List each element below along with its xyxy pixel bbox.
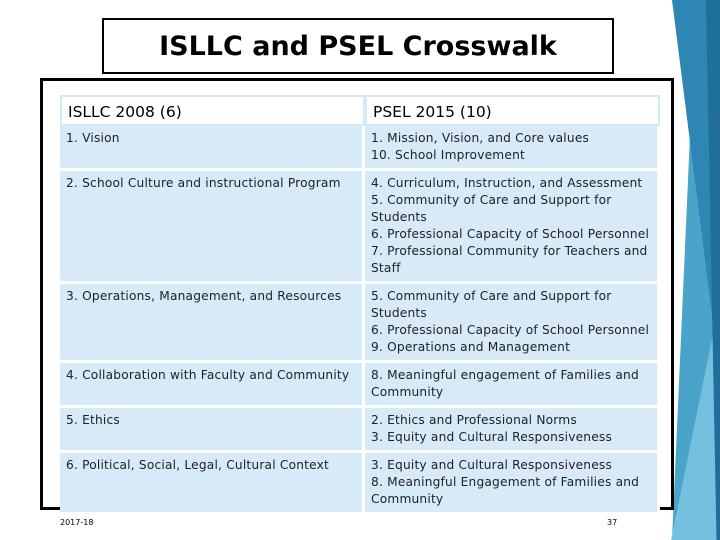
table-row bbox=[60, 453, 660, 515]
psel-item: 2. Ethics and Professional Norms bbox=[371, 413, 577, 427]
psel-item: 6. Professional Capacity of School Personnel bbox=[371, 323, 650, 337]
isllc-cell: 2. School Culture and instructional Program bbox=[60, 171, 365, 284]
psel-cell bbox=[365, 171, 660, 284]
psel-item: 8. Meaningful Engagement of Families and Community bbox=[371, 475, 640, 506]
table-row bbox=[60, 284, 660, 363]
psel-item: 5. Community of Care and Support for Students bbox=[371, 289, 612, 320]
psel-cell bbox=[365, 363, 660, 408]
psel-cell bbox=[365, 408, 660, 453]
crosswalk-table bbox=[60, 95, 660, 515]
table-row bbox=[60, 171, 660, 284]
psel-item: 3. Equity and Cultural Responsiveness bbox=[371, 430, 613, 444]
slide-number: 37 bbox=[607, 518, 618, 527]
psel-item: 10. School Improvement bbox=[371, 148, 525, 162]
isllc-cell: 4. Collaboration with Faculty and Community bbox=[60, 363, 365, 408]
psel-item: 7. Professional Community for Teachers and Staff bbox=[371, 244, 648, 275]
table-row bbox=[60, 126, 660, 171]
psel-item: 5. Community of Care and Support for Students bbox=[371, 193, 612, 224]
isllc-cell: 3. Operations, Management, and Resources bbox=[60, 284, 365, 363]
psel-item: 9. Operations and Management bbox=[371, 340, 571, 354]
header-isllc: ISLLC 2008 (6) bbox=[60, 95, 365, 126]
isllc-cell: 6. Political, Social, Legal, Cultural Context bbox=[60, 453, 365, 515]
psel-cell bbox=[365, 126, 660, 171]
isllc-cell: 1. Vision bbox=[60, 126, 365, 171]
table-row bbox=[60, 408, 660, 453]
psel-item: 4. Curriculum, Instruction, and Assessment bbox=[371, 176, 643, 190]
psel-cell bbox=[365, 284, 660, 363]
header-psel: PSEL 2015 (10) bbox=[365, 95, 660, 126]
psel-cell bbox=[365, 453, 660, 515]
table-header-row bbox=[60, 95, 660, 126]
psel-item: 6. Professional Capacity of School Personnel bbox=[371, 227, 650, 241]
psel-item: 3. Equity and Cultural Responsiveness bbox=[371, 458, 613, 472]
slide-title: ISLLC and PSEL Crosswalk bbox=[102, 18, 614, 74]
psel-item: 1. Mission, Vision, and Core values bbox=[371, 131, 590, 145]
footer-year: 2017-18 bbox=[60, 518, 94, 527]
table-row bbox=[60, 363, 660, 408]
isllc-cell: 5. Ethics bbox=[60, 408, 365, 453]
psel-item: 8. Meaningful engagement of Families and Community bbox=[371, 368, 639, 399]
